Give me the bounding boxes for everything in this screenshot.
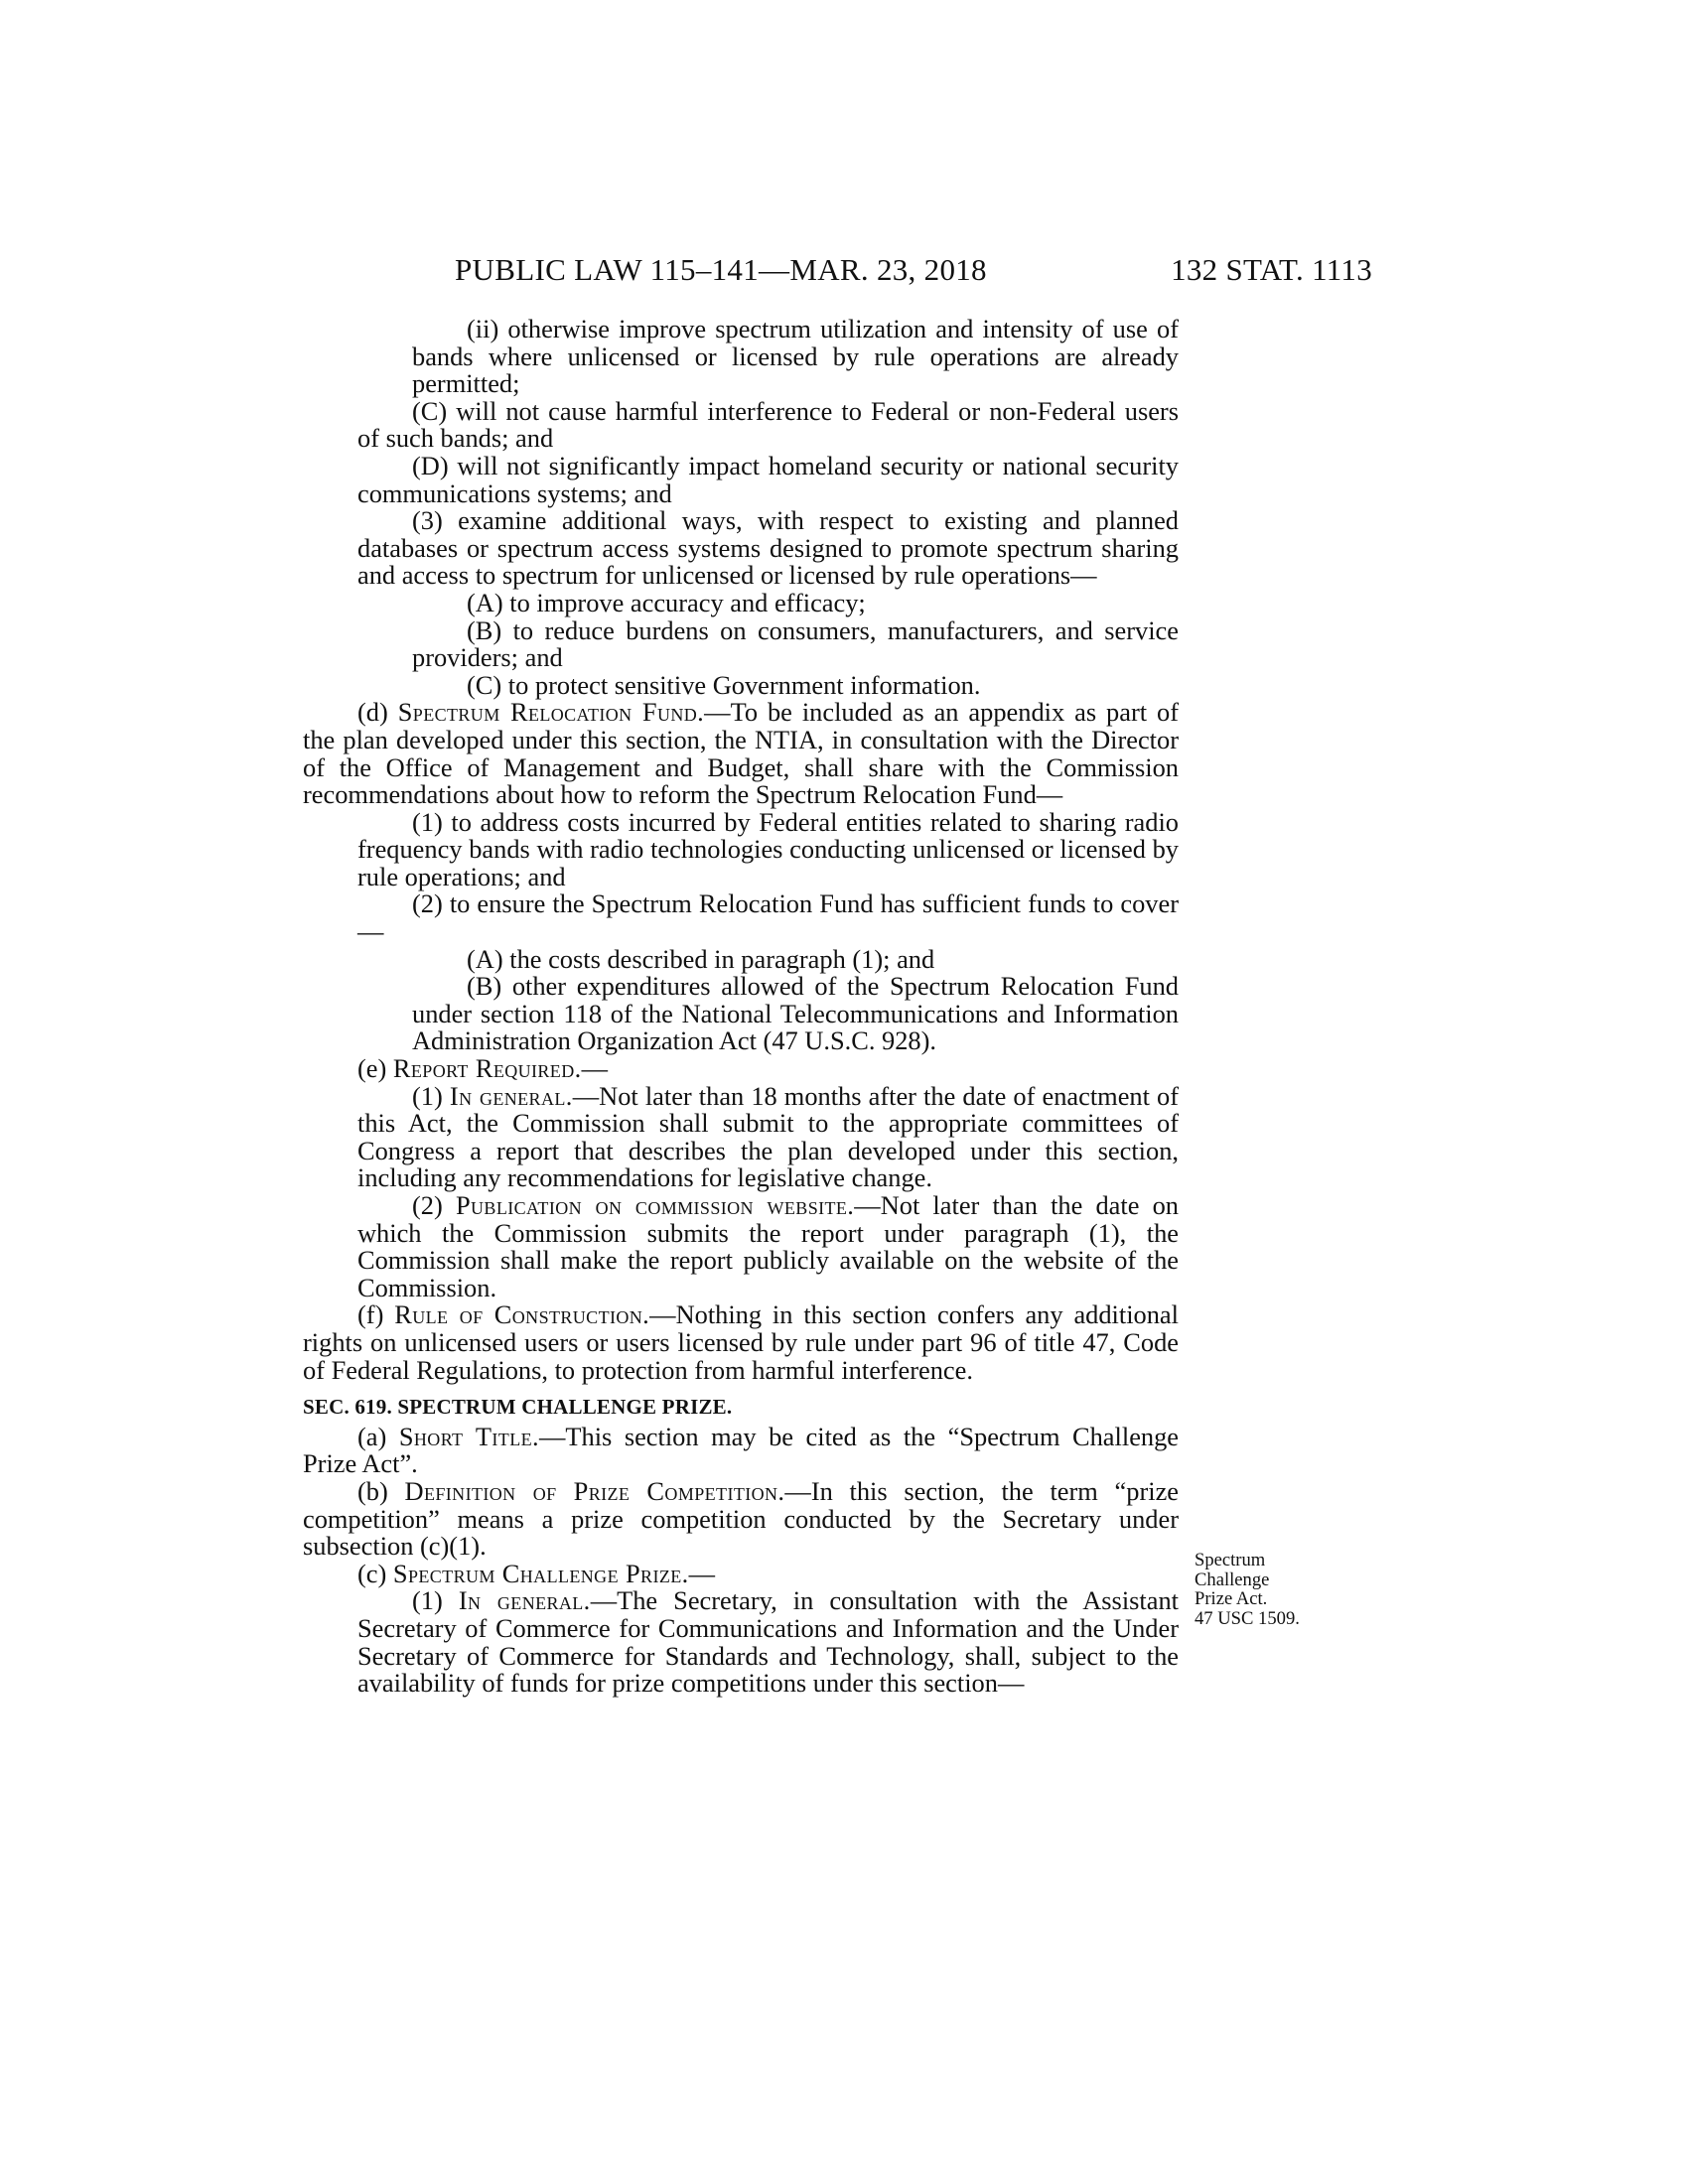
margin-note-line-3: Prize Act. [1195, 1588, 1268, 1610]
subsection-e-text: — [581, 1053, 608, 1084]
subsection-b-definition [303, 1475, 1179, 1562]
paragraph-c1-label: (1) [412, 1585, 459, 1616]
subsection-a-text: —This section may be cited as the “Spectrum Challenge Prize Act”. [303, 1421, 1180, 1479]
paragraph-c-interference: (C) will not cause harmful interference to Federal or non-Federal users of such bands; and [357, 395, 1179, 454]
subsection-c-heading: Spectrum Challenge Prize. [392, 1558, 689, 1588]
paragraph-c-protect: (C) to protect sensitive Government information. [467, 669, 981, 700]
paragraph-e1-heading: In general. [449, 1080, 573, 1111]
paragraph-e1 [303, 1080, 1180, 1193]
paragraph-e2-heading: Publication on commission website. [455, 1190, 855, 1220]
subsection-d-label: (d) [357, 697, 398, 728]
subsection-a-label: (a) [357, 1421, 399, 1451]
page-header [0, 252, 1688, 292]
subsection-f-heading: Rule of Construction. [394, 1299, 650, 1330]
margin-note-line-4: 47 USC 1509. [1195, 1607, 1300, 1629]
document-body [303, 316, 1179, 1698]
paragraph-b-expenditures: (B) other expenditures allowed of the Spectrum Relocation Fund under section 118 of the National Telecommunications and Information Administration Organization Act (47 U.S.C. 928). [412, 971, 1179, 1056]
paragraph-1-costs: (1) to address costs incurred by Federal entities related to sharing radio frequency bands with radio technologies conducting unlicensed or licensed by rule operations; and [357, 806, 1179, 891]
paragraph-a-costs: (A) the costs described in paragraph (1); and [467, 943, 935, 974]
paragraph-e1-text: —Not later than 18 months after the date of enactment of this Act, the Commission shall submit to the appropriate committees of Congress a report that describes the plan developed under this section, including any recommendations for legislative change. [357, 1080, 1180, 1193]
paragraph-e2-text: —Not later than the date on which the Commission submits the report under paragraph (1), the Commission shall make the report publicly available on the website of the Commission. [357, 1190, 1179, 1302]
subsection-b-text: —In this section, the term “prize competition” means a prize competition conducted by the Secretary under subsection (c)(1). [303, 1475, 1179, 1562]
subsection-f-text: —Nothing in this section confers any additional rights on unlicensed users or users licensed by rule under part 96 of title 47, Code of Federal Regulations, to protection from harmful interference. [303, 1299, 1179, 1385]
subsection-c-label: (c) [357, 1558, 393, 1588]
header-title: PUBLIC LAW 115–141—MAR. 23, 2018 [455, 252, 987, 287]
subsection-e-label: (e) [357, 1053, 393, 1084]
subsection-f-label: (f) [357, 1299, 395, 1330]
subsection-d-heading: Spectrum Relocation Fund. [397, 697, 705, 728]
paragraph-ii: (ii) otherwise improve spectrum utilization and intensity of use of bands where unlicensed or licensed by rule operations are already permitted; [412, 314, 1179, 399]
subsection-c-text: — [688, 1558, 716, 1588]
subsection-b-heading: Definition of Prize Competition. [404, 1475, 785, 1506]
subsection-c-prize [303, 1558, 1179, 1588]
paragraph-2-funds: (2) to ensure the Spectrum Relocation Fund has sufficient funds to cover— [357, 888, 1179, 947]
paragraph-c1-general [303, 1587, 1179, 1697]
section-619-heading: SEC. 619. SPECTRUM CHALLENGE PRIZE. [303, 1395, 733, 1420]
subsection-d [303, 699, 1179, 808]
paragraph-d-security: (D) will not significantly impact homeland security or national security communications systems; and [357, 450, 1179, 508]
subsection-f [303, 1301, 1179, 1384]
margin-note [1195, 1551, 1363, 1628]
margin-note-line-1: Spectrum [1195, 1550, 1266, 1570]
header-stat-citation: 132 STAT. 1113 [1171, 252, 1372, 287]
subsection-b-label: (b) [357, 1475, 405, 1506]
margin-note-line-2: Challenge [1195, 1569, 1270, 1590]
subsection-a-heading: Short Title. [398, 1421, 539, 1451]
subsection-e [303, 1055, 1179, 1083]
paragraph-e2 [303, 1192, 1179, 1301]
paragraph-b-burdens: (B) to reduce burdens on consumers, manufacturers, and service providers; and [412, 614, 1179, 673]
subsection-d-text: —To be included as an appendix as part of the plan developed under this section, the NTIA, in consultation with the Director of the Office of Management and Budget, shall share with the Commission recommendations about how to reform the Spectrum Relocation Fund— [303, 697, 1179, 810]
paragraph-a-accuracy: (A) to improve accuracy and efficacy; [467, 587, 866, 617]
paragraph-e1-label: (1) [412, 1080, 450, 1111]
paragraph-e2-label: (2) [412, 1190, 456, 1220]
subsection-e-heading: Report Required. [392, 1053, 582, 1084]
paragraph-c1-text: —The Secretary, in consultation with the Assistant Secretary of Commerce for Communications and Information and the Under Secretary of Commerce for Standards and Technology, shall, subject to the availability of funds for prize competitions under this section— [357, 1585, 1180, 1699]
paragraph-3-examine: (3) examine additional ways, with respect to existing and planned databases or spectrum access systems designed to promote spectrum sharing and access to spectrum for unlicensed or licensed by rule operations— [357, 505, 1179, 591]
subsection-a-short-title [303, 1421, 1180, 1479]
paragraph-c1-heading: In general. [458, 1585, 591, 1616]
